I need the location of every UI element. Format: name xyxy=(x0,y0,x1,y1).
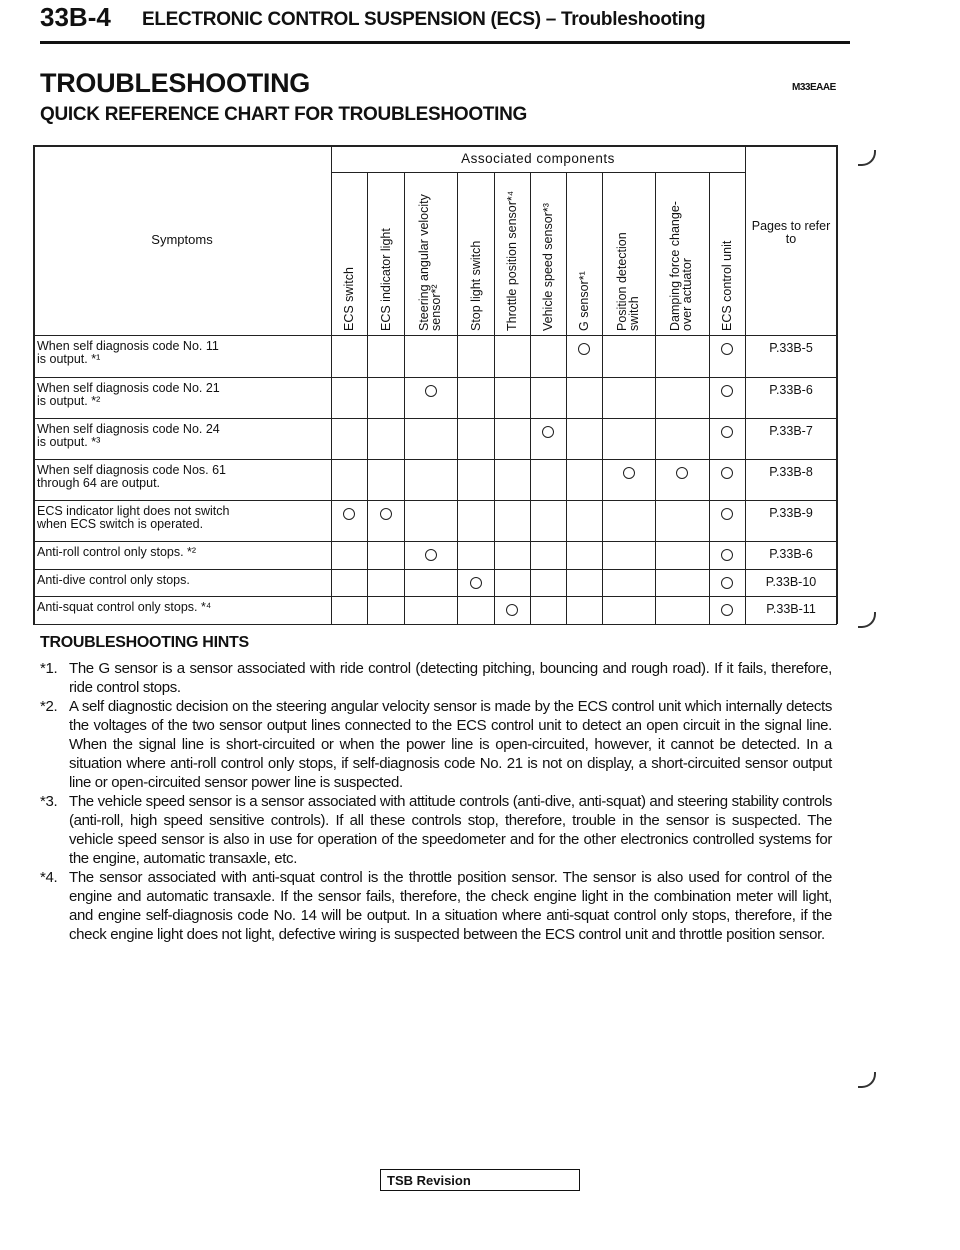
symptom-text: Anti-roll control only stops. *² xyxy=(37,545,197,559)
binder-mark xyxy=(858,1072,876,1088)
component-label: Position detection xyxy=(614,232,629,331)
table-rule xyxy=(33,541,837,542)
component-label-cont: over actuator xyxy=(680,258,694,331)
symptom-text: When self diagnosis code No. 21 xyxy=(37,381,220,395)
hint-note xyxy=(40,697,832,792)
symptom-text-cont: through 64 are output. xyxy=(37,476,161,490)
symptom-text: When self diagnosis code Nos. 61 xyxy=(37,463,226,477)
association-mark xyxy=(721,385,733,397)
quick-reference-table xyxy=(33,145,837,625)
components-header: Associated components xyxy=(461,151,615,166)
component-header xyxy=(669,201,693,331)
page-reference: P.33B-11 xyxy=(766,602,816,616)
table-rule xyxy=(33,624,837,625)
tsb-revision-box: TSB Revision xyxy=(380,1169,580,1191)
page-number: 33B-4 xyxy=(40,2,111,32)
association-mark xyxy=(721,577,733,589)
note-text: The G sensor is a sensor associated with ride control (detecting pitching, bouncing and rough road). If it fails, therefore, ride control stops. xyxy=(69,660,832,696)
symptom-text-cont: is output. *³ xyxy=(37,435,101,449)
component-header xyxy=(506,191,518,331)
component-label: Steering angular velocity xyxy=(416,194,431,331)
component-header xyxy=(616,232,640,331)
association-mark xyxy=(721,426,733,438)
component-header xyxy=(542,203,554,331)
table-rule xyxy=(331,145,332,624)
section-title: TROUBLESHOOTING xyxy=(40,68,310,98)
association-mark xyxy=(721,549,733,561)
page-reference: P.33B-5 xyxy=(769,341,813,355)
association-mark xyxy=(676,467,688,479)
table-rule xyxy=(33,500,837,501)
hint-note xyxy=(40,792,832,868)
table-rule xyxy=(709,172,710,624)
binder-mark xyxy=(858,612,876,628)
table-rule xyxy=(566,172,567,624)
association-mark xyxy=(343,508,355,520)
table-rule xyxy=(494,172,495,624)
table-rule xyxy=(33,569,837,570)
hint-note xyxy=(40,868,832,944)
pages-header: Pages to refer to xyxy=(751,219,831,246)
table-rule xyxy=(33,459,837,460)
chapter-title: ELECTRONIC CONTROL SUSPENSION (ECS) – Troubleshooting xyxy=(142,9,706,30)
page-reference: P.33B-6 xyxy=(769,383,813,397)
association-mark xyxy=(578,343,590,355)
note-number: *3. xyxy=(40,793,58,810)
table-rule xyxy=(404,172,405,624)
header-rule xyxy=(40,41,850,44)
component-label: ECS switch xyxy=(342,267,356,331)
hint-note xyxy=(40,659,832,697)
table-rule xyxy=(655,172,656,624)
symptom-text: Anti-dive control only stops. xyxy=(37,573,190,587)
chart-title: QUICK REFERENCE CHART FOR TROUBLESHOOTING xyxy=(40,104,527,125)
table-rule xyxy=(530,172,531,624)
association-mark xyxy=(721,604,733,616)
association-mark xyxy=(506,604,518,616)
table-rule xyxy=(602,172,603,624)
association-mark xyxy=(721,508,733,520)
table-rule xyxy=(33,145,35,624)
table-rule xyxy=(457,172,458,624)
hints-notes xyxy=(40,659,832,944)
association-mark xyxy=(721,467,733,479)
component-label: Stop light switch xyxy=(468,240,483,331)
component-label: ECS control unit xyxy=(720,240,734,331)
page-reference: P.33B-7 xyxy=(769,424,813,438)
hints-title: TROUBLESHOOTING HINTS xyxy=(40,634,249,651)
symptom-text-cont: is output. *² xyxy=(37,394,101,408)
note-text: A self diagnostic decision on the steering angular velocity sensor is made by the ECS control unit which internally detects the voltages of the two sensor output lines connected to the ECS control unit to detect an open circuit in the signal line. When the signal line is short-circuited or when the power line is open-circuited, however, it cannot be detected. In a situation where anti-roll control only stops, if self-diagnosis code No. 21 is not on display, a short-circuited sensor output line or open-circuited sensor power line is suspected. xyxy=(69,698,832,791)
component-label-cont: sensor*² xyxy=(428,284,443,331)
table-rule xyxy=(33,596,837,597)
component-label-cont: switch xyxy=(626,296,641,331)
note-number: *2. xyxy=(40,698,58,715)
symptom-text: Anti-squat control only stops. *⁴ xyxy=(37,600,212,614)
association-mark xyxy=(542,426,554,438)
symptom-text: When self diagnosis code No. 11 xyxy=(37,339,219,353)
symptom-text-cont: when ECS switch is operated. xyxy=(37,517,204,531)
association-mark xyxy=(623,467,635,479)
table-rule xyxy=(33,335,837,336)
table-rule xyxy=(33,145,837,147)
component-label: ECS indicator light xyxy=(378,228,393,331)
note-text: The vehicle speed sensor is a sensor associated with attitude controls (anti-dive, anti-squat) and steering stability controls (anti-roll, high speed sensitive controls). If all these controls stop, therefore, trouble in the sensor is suspected. The vehicle speed sensor is also in use for operation of the speedometer and for the other electronics controlled systems for the engine, automatic transaxle, etc. xyxy=(69,793,832,867)
component-label: G sensor*¹ xyxy=(577,271,591,331)
binder-mark xyxy=(858,150,876,166)
symptoms-header: Symptoms xyxy=(151,232,213,247)
symptom-text: When self diagnosis code No. 24 xyxy=(37,422,220,436)
table-rule xyxy=(33,377,837,378)
page-reference: P.33B-9 xyxy=(769,506,813,520)
component-header xyxy=(470,241,482,331)
association-mark xyxy=(425,549,437,561)
page-reference: P.33B-8 xyxy=(769,465,813,479)
page-reference: P.33B-6 xyxy=(769,547,813,561)
component-header xyxy=(380,228,392,331)
symptom-text-cont: is output. *¹ xyxy=(37,352,101,366)
symptom-text: ECS indicator light does not switch xyxy=(37,504,230,518)
component-label: Damping force change- xyxy=(668,201,682,331)
association-mark xyxy=(380,508,392,520)
note-number: *4. xyxy=(40,869,58,886)
table-rule xyxy=(367,172,368,624)
page-reference: P.33B-10 xyxy=(765,575,817,589)
table-rule xyxy=(331,172,745,173)
table-rule xyxy=(33,418,837,419)
association-mark xyxy=(470,577,482,589)
component-label: Vehicle speed sensor*³ xyxy=(541,203,555,331)
component-header xyxy=(578,271,590,331)
component-header xyxy=(418,194,442,331)
component-header xyxy=(343,267,355,331)
note-number: *1. xyxy=(40,660,58,677)
association-mark xyxy=(425,385,437,397)
note-text: The sensor associated with anti-squat control is the throttle position sensor. The sensor is also used for control of the engine and automatic transaxle. If the sensor fails, therefore, the check engine light in the combination meter will light, and engine self-diagnosis code No. 14 will be output. In a situation where anti-squat control only stops, therefore, if the check engine light does not light, defective wiring is suspected between the ECS control unit and throttle position sensor. xyxy=(69,869,832,943)
association-mark xyxy=(721,343,733,355)
section-code: M33EAAE xyxy=(792,82,836,93)
component-label: Throttle position sensor*⁴ xyxy=(505,190,519,331)
component-header xyxy=(721,241,733,331)
